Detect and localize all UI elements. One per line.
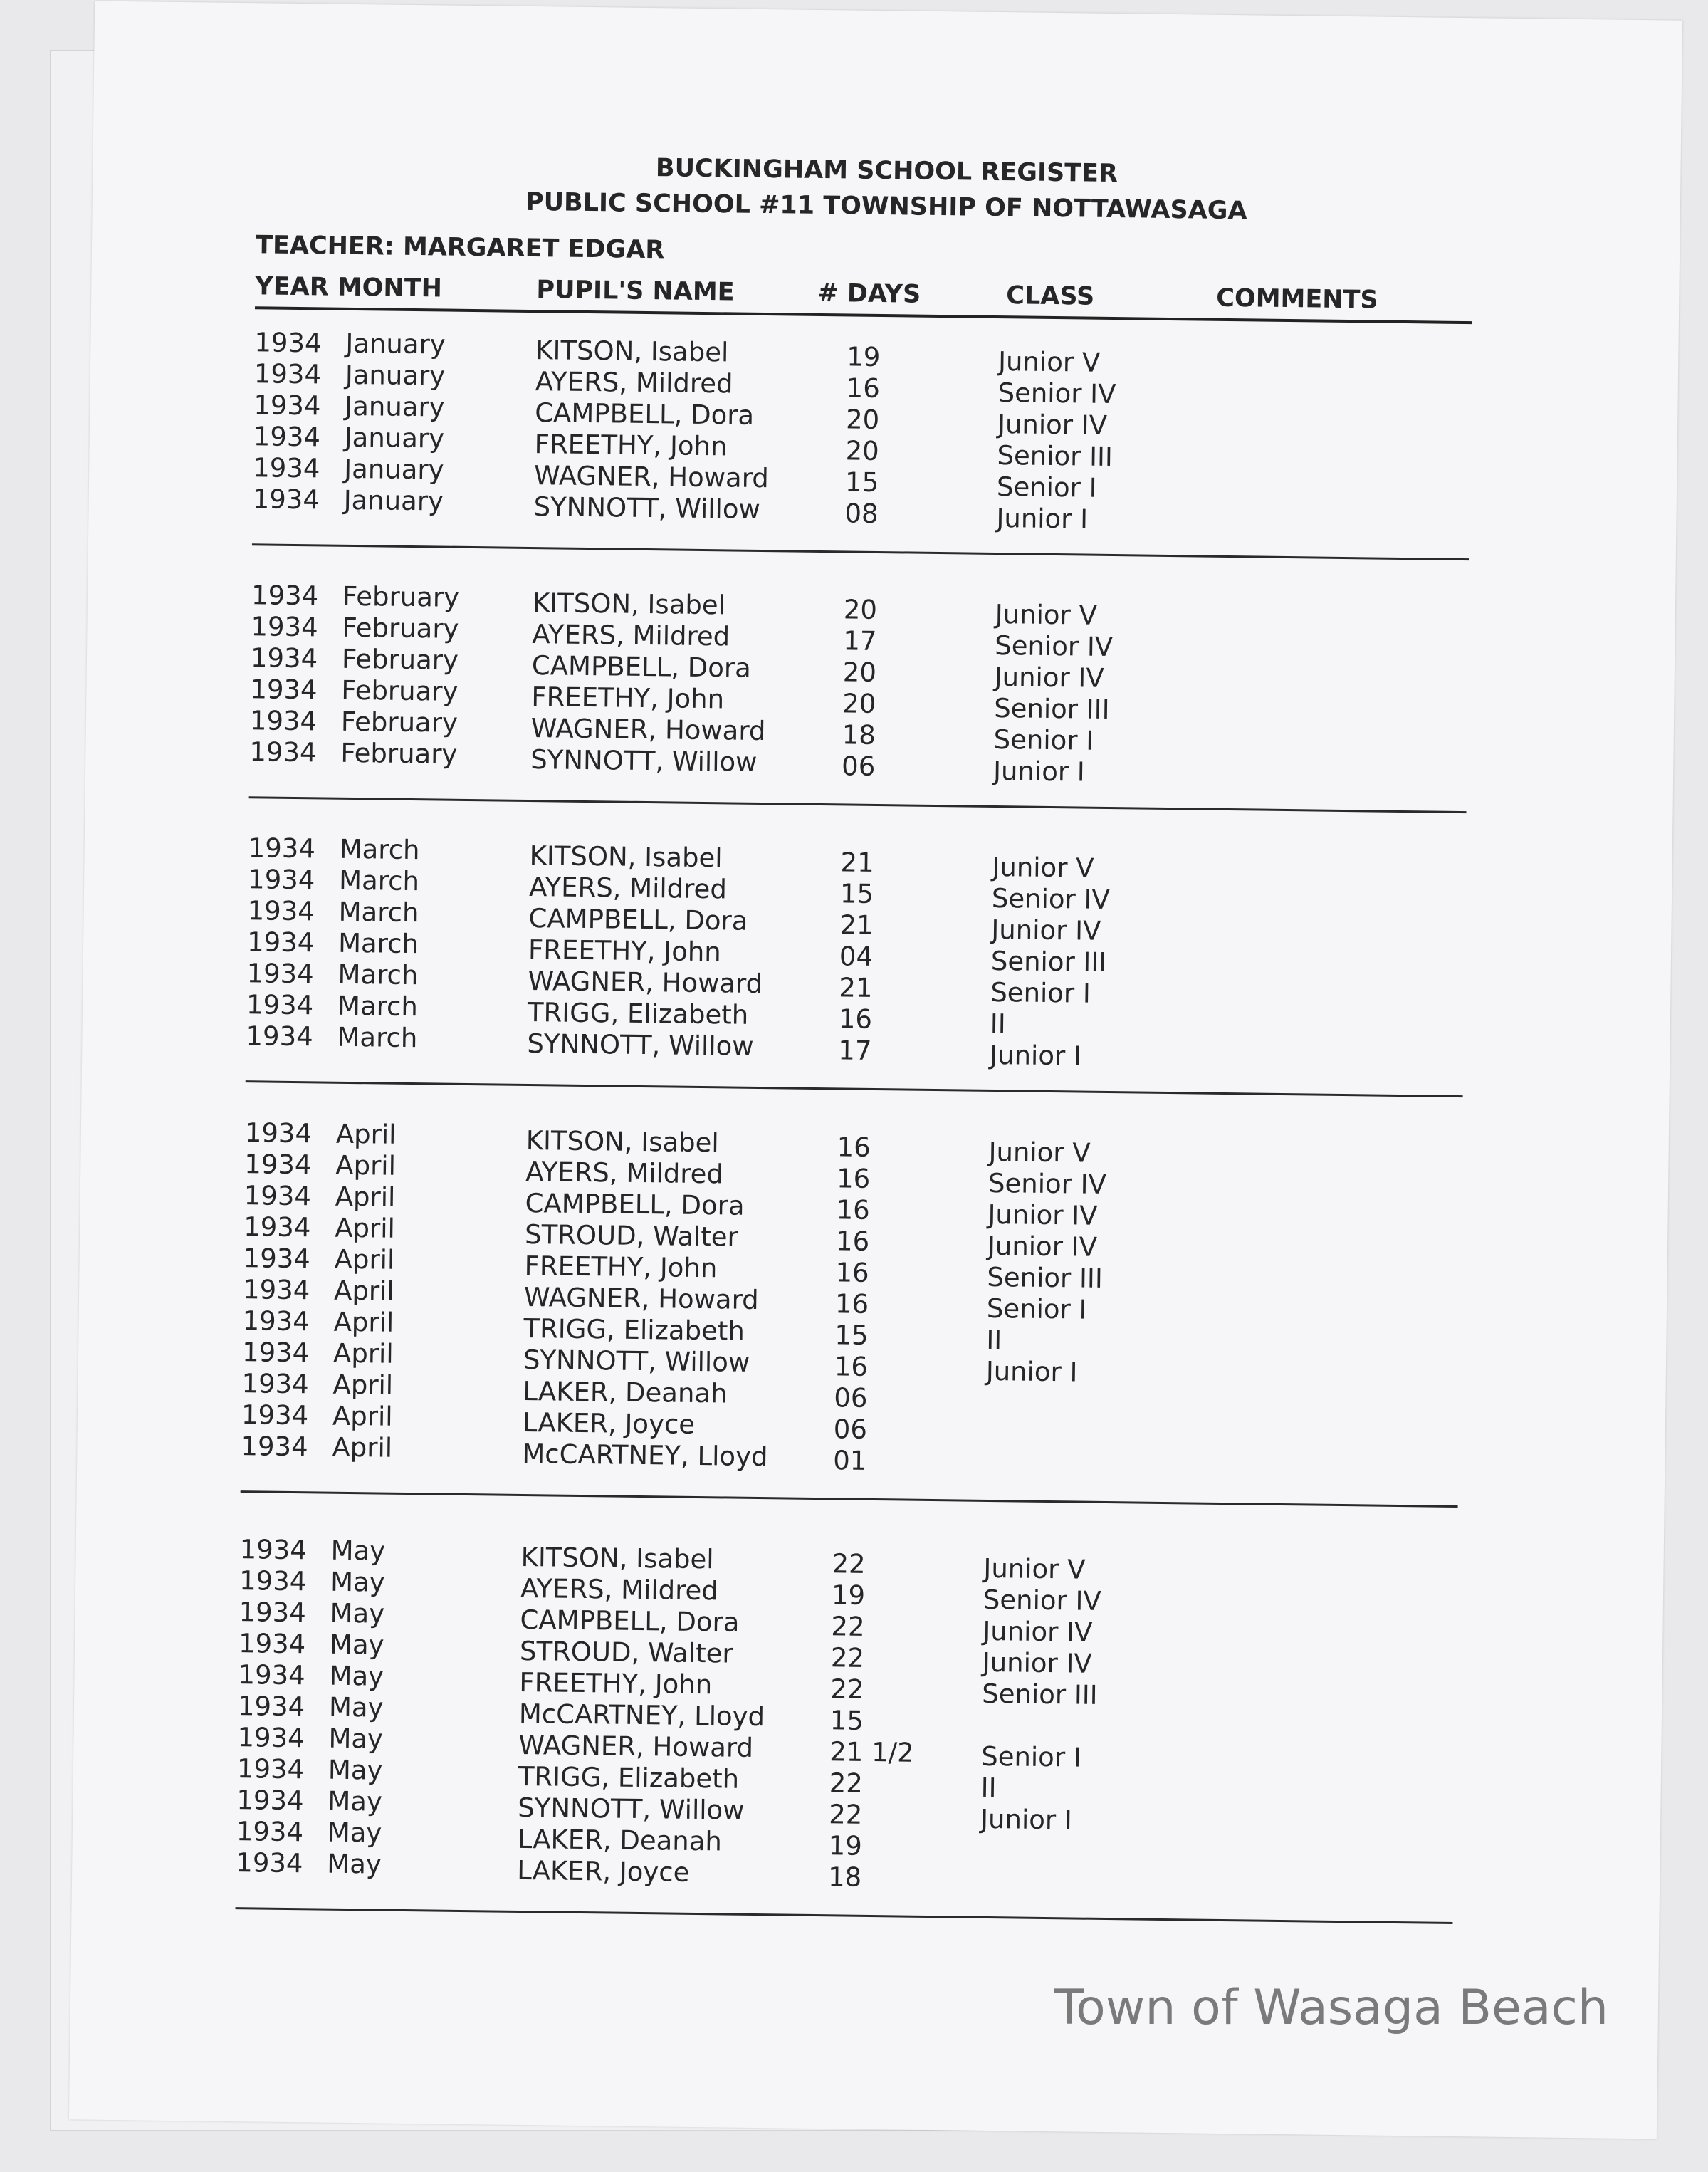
month-cell: April [332, 1431, 393, 1463]
pupil-name-cell: AYERS, Mildred [528, 872, 728, 905]
month-cell: May [328, 1723, 384, 1755]
year-cell: 1934 [241, 1368, 309, 1400]
pupil-name-cell: FREETHY, John [534, 429, 728, 462]
year-cell: 1934 [253, 358, 322, 390]
month-cell: May [327, 1817, 382, 1849]
days-cell: 22 [830, 1642, 865, 1674]
year-cell: 1934 [243, 1211, 311, 1243]
year-cell: 1934 [241, 1431, 308, 1463]
month-divider [241, 1490, 1458, 1508]
days-cell: 21 1/2 [829, 1736, 914, 1768]
month-cell: May [328, 1691, 384, 1723]
class-cell: Senior IV [995, 630, 1114, 663]
days-cell: 21 [839, 972, 873, 1003]
month-divider [252, 543, 1469, 560]
days-cell: 17 [838, 1035, 872, 1066]
class-cell: Senior IV [991, 882, 1111, 915]
pupil-name-cell: KITSON, Isabel [525, 1125, 719, 1159]
year-cell: 1934 [253, 421, 321, 453]
days-cell: 22 [828, 1799, 863, 1830]
pupil-name-cell: LAKER, Joyce [522, 1406, 696, 1440]
pupil-name-cell: STROUD, Walter [524, 1218, 739, 1253]
days-cell: 22 [829, 1768, 864, 1799]
month-cell: March [339, 833, 420, 866]
class-cell: Senior I [990, 976, 1091, 1009]
days-cell: 22 [830, 1674, 864, 1705]
pupil-name-cell: CAMPBELL, Dora [531, 650, 752, 684]
month-divider [236, 1907, 1453, 1924]
header-pupil-name: PUPIL'S NAME [536, 276, 735, 307]
month-group-march [246, 832, 1466, 1072]
month-cell: April [332, 1369, 394, 1401]
pupil-name-cell: STROUD, Walter [519, 1635, 733, 1669]
pupil-name-cell: CAMPBELL, Dora [525, 1188, 745, 1221]
days-cell: 17 [843, 625, 877, 657]
days-cell: 16 [834, 1351, 869, 1382]
days-cell: 22 [831, 1611, 865, 1642]
class-cell: Junior IV [982, 1646, 1093, 1679]
class-cell: Senior I [980, 1740, 1082, 1773]
pupil-name-cell: FREETHY, John [531, 682, 725, 715]
days-cell: 06 [833, 1414, 868, 1445]
month-cell: February [341, 674, 459, 707]
pupil-name-cell: AYERS, Mildred [532, 619, 730, 652]
year-cell: 1934 [246, 958, 315, 990]
class-cell: Junior V [988, 1136, 1091, 1169]
month-group-may [236, 1534, 1457, 1894]
pupil-name-cell: SYNNOTT, Willow [533, 491, 761, 525]
days-cell: 22 [832, 1548, 866, 1580]
year-cell: 1934 [249, 736, 317, 768]
pupil-name-cell: KITSON, Isabel [520, 1541, 714, 1575]
month-divider [249, 796, 1467, 813]
pupil-name-cell: WAGNER, Howard [533, 460, 770, 494]
days-cell: 16 [835, 1226, 870, 1257]
pupil-name-cell: CAMPBELL, Dora [534, 397, 755, 431]
year-cell: 1934 [236, 1816, 304, 1848]
month-cell: March [338, 865, 420, 897]
days-cell: 01 [833, 1445, 867, 1476]
title-line-2: PUBLIC SCHOOL #11 TOWNSHIP OF NOTTAWASAGA [525, 187, 1247, 226]
month-cell: April [333, 1306, 394, 1338]
days-cell: 15 [839, 878, 874, 909]
month-cell: February [340, 737, 458, 770]
teacher-name: TEACHER: MARGARET EDGAR [255, 231, 665, 265]
month-cell: January [345, 390, 445, 423]
month-cell: February [342, 580, 460, 613]
class-cell: Junior I [990, 1039, 1082, 1072]
year-cell: 1934 [241, 1399, 309, 1431]
title-line-1: BUCKINGHAM SCHOOL REGISTER [655, 154, 1118, 189]
class-cell: Senior III [990, 945, 1107, 978]
pupil-name-cell: KITSON, Isabel [535, 335, 729, 368]
header-class: CLASS [1006, 281, 1095, 311]
days-cell: 16 [846, 372, 881, 404]
year-cell: 1934 [246, 926, 315, 959]
year-cell: 1934 [251, 611, 318, 643]
month-divider [246, 1080, 1463, 1097]
class-cell: Senior I [986, 1293, 1087, 1325]
month-cell: April [335, 1118, 397, 1150]
class-cell: Junior IV [987, 1230, 1098, 1263]
year-cell: 1934 [250, 674, 318, 706]
month-cell: January [345, 359, 446, 392]
month-cell: May [330, 1566, 385, 1598]
pupil-name-cell: McCARTNEY, Lloyd [518, 1698, 765, 1733]
class-cell: Junior IV [994, 661, 1104, 694]
days-cell: 18 [827, 1862, 862, 1893]
month-cell: April [332, 1400, 393, 1432]
class-cell: Junior IV [991, 914, 1101, 946]
month-cell: February [340, 706, 459, 738]
month-cell: April [332, 1337, 394, 1369]
month-cell: May [328, 1754, 383, 1786]
class-cell: Senior IV [997, 377, 1116, 410]
year-cell: 1934 [236, 1753, 305, 1785]
days-cell: 15 [834, 1320, 869, 1351]
month-cell: March [338, 896, 419, 929]
year-cell: 1934 [239, 1597, 307, 1629]
month-group-february [249, 580, 1469, 788]
year-cell: 1934 [246, 989, 314, 1021]
month-cell: January [343, 453, 444, 486]
days-cell: 20 [845, 435, 879, 466]
month-group-january [252, 327, 1472, 535]
watermark: Town of Wasaga Beach [1054, 1980, 1608, 2036]
year-cell: 1934 [237, 1691, 305, 1723]
month-cell: March [337, 1021, 418, 1054]
pupil-name-cell: TRIGG, Elizabeth [523, 1312, 745, 1347]
month-group-april [241, 1117, 1462, 1477]
year-cell: 1934 [236, 1785, 304, 1817]
days-cell: 16 [835, 1257, 869, 1288]
document-title [93, 143, 1681, 234]
pupil-name-cell: SYNNOTT, Willow [518, 1792, 745, 1826]
year-cell: 1934 [243, 1243, 311, 1275]
days-cell: 19 [831, 1580, 866, 1611]
month-cell: January [343, 484, 444, 517]
month-cell: May [328, 1785, 383, 1817]
year-cell: 1934 [243, 1180, 312, 1212]
year-cell: 1934 [241, 1337, 310, 1369]
class-cell: Junior IV [987, 1199, 1098, 1231]
class-cell: Senior IV [983, 1584, 1102, 1617]
days-cell: 19 [846, 341, 881, 373]
month-cell: May [330, 1535, 386, 1567]
pupil-name-cell: AYERS, Mildred [535, 366, 733, 400]
days-cell: 20 [845, 404, 880, 435]
days-cell: 21 [839, 909, 874, 941]
class-cell: Senior IV [987, 1167, 1107, 1200]
month-cell: March [337, 927, 419, 960]
year-cell: 1934 [254, 327, 322, 359]
year-cell: 1934 [246, 1020, 313, 1053]
pupil-name-cell: KITSON, Isabel [529, 840, 723, 874]
month-cell: April [334, 1212, 396, 1244]
class-cell: Junior V [983, 1552, 1086, 1585]
month-cell: April [335, 1181, 396, 1213]
pupil-name-cell: SYNNOTT, Willow [523, 1344, 750, 1378]
class-cell: II [990, 1008, 1006, 1040]
days-cell: 21 [840, 847, 874, 878]
month-cell: February [342, 612, 459, 644]
class-cell: Junior I [996, 503, 1089, 535]
year-cell: 1934 [249, 705, 318, 737]
days-cell: 16 [836, 1163, 871, 1194]
class-cell: Senior I [993, 724, 1094, 756]
pupil-name-cell: AYERS, Mildred [520, 1572, 719, 1607]
pupil-name-cell: SYNNOTT, Willow [530, 744, 758, 778]
days-cell: 06 [841, 751, 876, 782]
class-cell: Junior V [992, 851, 1094, 884]
month-cell: May [329, 1660, 384, 1692]
pupil-name-cell: FREETHY, John [528, 934, 722, 968]
pupil-name-cell: FREETHY, John [524, 1250, 718, 1284]
class-cell: Junior IV [983, 1615, 1093, 1648]
year-cell: 1934 [252, 484, 320, 516]
year-cell: 1934 [253, 390, 321, 422]
pupil-name-cell: WAGNER, Howard [518, 1729, 754, 1763]
month-cell: April [335, 1149, 397, 1181]
days-cell: 15 [844, 466, 879, 498]
class-cell: Senior III [993, 692, 1110, 725]
class-cell: II [986, 1324, 1002, 1356]
class-cell: Senior I [996, 471, 1097, 503]
class-cell: Senior III [987, 1261, 1104, 1294]
days-cell: 20 [842, 657, 877, 688]
pupil-name-cell: LAKER, Deanah [517, 1823, 723, 1857]
register-page [69, 1, 1682, 2139]
month-cell: January [344, 422, 445, 454]
days-cell: 20 [842, 688, 876, 719]
year-cell: 1934 [238, 1628, 306, 1660]
days-cell: 16 [836, 1194, 870, 1226]
days-cell: 08 [844, 498, 879, 529]
pupil-name-cell: FREETHY, John [519, 1666, 713, 1701]
year-cell: 1934 [236, 1847, 303, 1879]
class-cell: Junior V [995, 599, 1098, 631]
class-cell: II [980, 1772, 997, 1804]
year-cell: 1934 [239, 1534, 308, 1566]
days-cell: 18 [842, 719, 876, 751]
header-days: # DAYS [817, 278, 921, 309]
class-cell: Junior I [985, 1355, 1078, 1388]
pupil-name-cell: LAKER, Joyce [516, 1854, 690, 1888]
month-cell: May [327, 1848, 382, 1880]
class-cell: Junior V [997, 346, 1101, 378]
year-cell: 1934 [253, 452, 320, 484]
pupil-name-cell: AYERS, Mildred [525, 1157, 724, 1190]
year-cell: 1934 [238, 1659, 305, 1691]
month-cell: April [333, 1275, 394, 1307]
class-cell: Senior III [982, 1678, 1098, 1711]
pupil-name-cell: CAMPBELL, Dora [528, 903, 748, 936]
month-cell: May [329, 1629, 384, 1661]
pupil-name-cell: SYNNOTT, Willow [527, 1028, 754, 1062]
year-cell: 1934 [242, 1274, 310, 1306]
year-cell: 1934 [242, 1305, 310, 1337]
month-cell: February [341, 643, 459, 676]
year-cell: 1934 [237, 1722, 305, 1754]
pupil-name-cell: WAGNER, Howard [523, 1281, 759, 1316]
header-year-month: YEAR MONTH [255, 272, 443, 303]
pupil-name-cell: KITSON, Isabel [532, 588, 726, 621]
month-cell: May [330, 1597, 385, 1629]
column-header-row [255, 266, 1473, 324]
class-cell: Senior III [997, 440, 1114, 473]
month-cell: March [337, 959, 419, 991]
header-comments: COMMENTS [1216, 283, 1378, 315]
pupil-name-cell: McCARTNEY, Lloyd [522, 1438, 768, 1473]
year-cell: 1934 [250, 642, 318, 674]
pupil-name-cell: LAKER, Deanah [523, 1375, 728, 1409]
year-cell: 1934 [244, 1149, 312, 1181]
class-cell: Junior I [992, 755, 1086, 788]
year-cell: 1934 [251, 580, 319, 612]
class-cell: Junior I [980, 1803, 1073, 1836]
days-cell: 16 [834, 1288, 869, 1320]
month-cell: April [334, 1243, 395, 1275]
year-cell: 1934 [239, 1565, 307, 1597]
days-cell: 04 [839, 941, 874, 972]
year-cell: 1934 [247, 864, 315, 896]
days-cell: 15 [829, 1705, 864, 1736]
pupil-name-cell: CAMPBELL, Dora [520, 1604, 740, 1638]
pupil-name-cell: TRIGG, Elizabeth [527, 997, 749, 1030]
pupil-name-cell: WAGNER, Howard [530, 713, 766, 747]
days-cell: 16 [837, 1132, 871, 1163]
year-cell: 1934 [247, 895, 315, 927]
days-cell: 20 [843, 594, 878, 625]
month-cell: January [345, 328, 446, 360]
pupil-name-cell: TRIGG, Elizabeth [518, 1760, 740, 1795]
class-cell: Junior IV [997, 409, 1108, 441]
pupil-name-cell: WAGNER, Howard [528, 966, 763, 1000]
days-cell: 16 [838, 1003, 873, 1035]
days-cell: 06 [834, 1382, 868, 1414]
year-cell: 1934 [244, 1117, 313, 1149]
days-cell: 19 [828, 1830, 863, 1862]
year-cell: 1934 [248, 832, 316, 865]
month-cell: March [337, 990, 419, 1023]
